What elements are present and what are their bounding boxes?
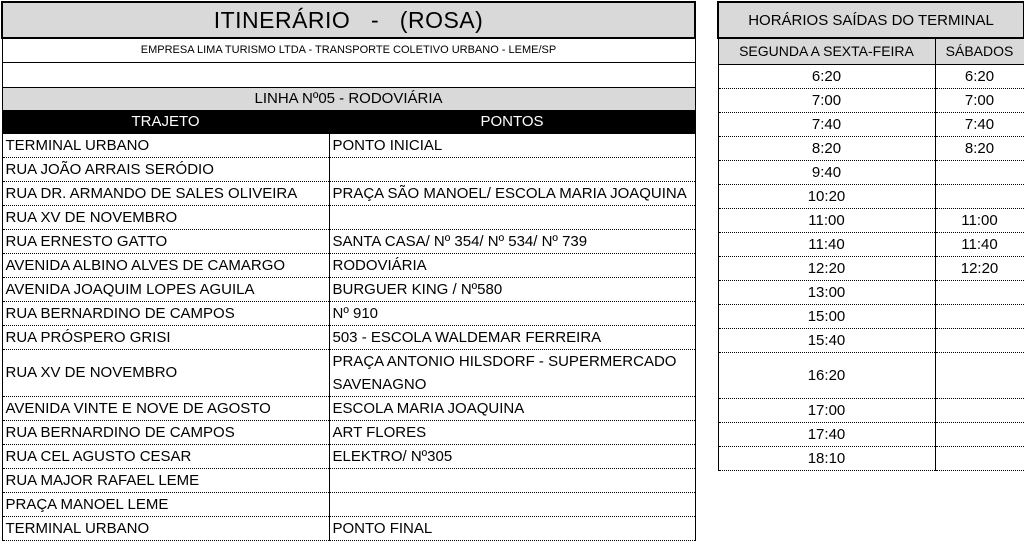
itinerary-table [1,1,696,541]
route-cell: TERMINAL URBANO [2,133,329,157]
weekday-time-cell: 7:00 [718,88,935,112]
table-row [2,396,695,420]
table-row [2,229,695,253]
weekday-time-cell: 17:00 [718,398,935,422]
route-cell: RUA DR. ARMANDO DE SALES OLIVEIRA [2,181,329,205]
weekday-time-cell: 15:00 [718,304,935,328]
saturday-time-cell [935,398,1024,422]
stops-cell [329,468,695,492]
route-cell: RUA JOÃO ARRAIS SERÓDIO [2,157,329,181]
schedule-row [718,352,1024,398]
saturday-time-cell: 6:20 [935,64,1024,88]
route-cell: RUA XV DE NOVEMBRO [2,349,329,396]
saturday-time-cell [935,280,1024,304]
saturday-time-cell [935,328,1024,352]
stops-cell: PONTO INICIAL [329,133,695,157]
route-cell: AVENIDA JOAQUIM LOPES AGUILA [2,277,329,301]
schedule-row [718,422,1024,446]
weekday-time-cell: 13:00 [718,280,935,304]
saturday-time-cell [935,422,1024,446]
table-row [2,253,695,277]
table-row [2,205,695,229]
weekday-time-cell: 18:10 [718,446,935,470]
schedule-row [718,160,1024,184]
weekday-time-cell: 17:40 [718,422,935,446]
weekdays-column-header: SEGUNDA A SEXTA-FEIRA [718,38,935,64]
table-row [2,181,695,205]
stops-cell [329,205,695,229]
stops-cell: ESCOLA MARIA JOAQUINA [329,396,695,420]
stops-cell: RODOVIÁRIA [329,253,695,277]
stops-cell: SANTA CASA/ Nº 354/ Nº 534/ Nº 739 [329,229,695,253]
weekday-time-cell: 6:20 [718,64,935,88]
weekday-time-cell: 11:40 [718,232,935,256]
schedule-row [718,398,1024,422]
table-row [2,516,695,540]
saturday-time-cell: 7:00 [935,88,1024,112]
route-cell: AVENIDA ALBINO ALVES DE CAMARGO [2,253,329,277]
weekday-time-cell: 10:20 [718,184,935,208]
schedule-row [718,136,1024,160]
route-cell: RUA MAJOR RAFAEL LEME [2,468,329,492]
table-row [2,468,695,492]
schedule-row [718,280,1024,304]
saturday-time-cell [935,352,1024,398]
saturday-time-cell [935,160,1024,184]
schedule-row [718,64,1024,88]
line-name: LINHA Nº05 - RODOVIÁRIA [2,87,695,110]
weekday-time-cell: 12:20 [718,256,935,280]
stops-cell: ART FLORES [329,420,695,444]
stops-cell [329,157,695,181]
table-row [2,349,695,396]
weekday-time-cell: 9:40 [718,160,935,184]
schedule-row [718,184,1024,208]
table-row [2,444,695,468]
company-name: EMPRESA LIMA TURISMO LTDA - TRANSPORTE COLETIVO URBANO - LEME/SP [2,38,695,62]
stops-cell: PRAÇA ANTONIO HILSDORF - SUPERMERCADO SAVENAGNO [329,349,695,396]
saturday-time-cell: 11:00 [935,208,1024,232]
route-cell: RUA PRÓSPERO GRISI [2,325,329,349]
schedule-row [718,232,1024,256]
table-row [2,157,695,181]
stops-cell: Nº 910 [329,301,695,325]
saturday-time-cell: 11:40 [935,232,1024,256]
saturday-time-cell [935,304,1024,328]
saturday-time-cell: 8:20 [935,136,1024,160]
saturday-time-cell [935,446,1024,470]
route-cell: RUA ERNESTO GATTO [2,229,329,253]
table-row [2,420,695,444]
table-row [2,133,695,157]
table-row [2,277,695,301]
schedule-row [718,256,1024,280]
weekday-time-cell: 7:40 [718,112,935,136]
table-row [2,325,695,349]
route-cell: RUA BERNARDINO DE CAMPOS [2,420,329,444]
schedule-row [718,88,1024,112]
weekday-time-cell: 8:20 [718,136,935,160]
table-row [2,301,695,325]
schedule-table [717,1,1024,471]
route-cell: RUA XV DE NOVEMBRO [2,205,329,229]
route-cell: RUA CEL AGUSTO CESAR [2,444,329,468]
stops-cell: PRAÇA SÃO MANOEL/ ESCOLA MARIA JOAQUINA [329,181,695,205]
stops-cell: PONTO FINAL [329,516,695,540]
route-column-header: TRAJETO [2,110,329,133]
schedule-row [718,304,1024,328]
blank-row [2,62,695,87]
saturday-time-cell [935,184,1024,208]
weekday-time-cell: 16:20 [718,352,935,398]
saturday-time-cell: 12:20 [935,256,1024,280]
stops-cell [329,492,695,516]
route-cell: TERMINAL URBANO [2,516,329,540]
route-cell: AVENIDA VINTE E NOVE DE AGOSTO [2,396,329,420]
stops-cell: 503 - ESCOLA WALDEMAR FERREIRA [329,325,695,349]
itinerary-title: ITINERÁRIO - (ROSA) [2,2,695,38]
schedule-row [718,112,1024,136]
schedule-row [718,208,1024,232]
schedule-row [718,446,1024,470]
saturday-column-header: SÁBADOS [935,38,1024,64]
schedule-title: HORÁRIOS SAÍDAS DO TERMINAL [718,2,1024,38]
stops-cell: ELEKTRO/ Nº305 [329,444,695,468]
route-cell: RUA BERNARDINO DE CAMPOS [2,301,329,325]
weekday-time-cell: 15:40 [718,328,935,352]
table-row [2,492,695,516]
stops-column-header: PONTOS [329,110,695,133]
stops-cell: BURGUER KING / Nº580 [329,277,695,301]
schedule-row [718,328,1024,352]
saturday-time-cell: 7:40 [935,112,1024,136]
weekday-time-cell: 11:00 [718,208,935,232]
route-cell: PRAÇA MANOEL LEME [2,492,329,516]
